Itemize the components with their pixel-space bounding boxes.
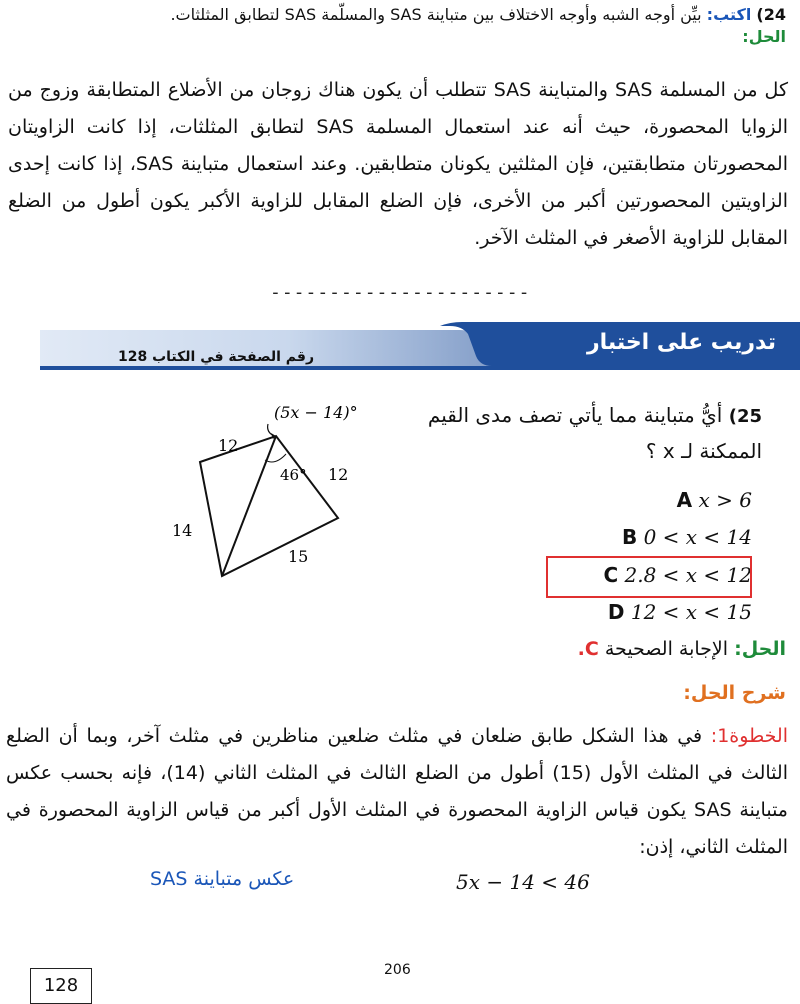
selected-option-highlight [546, 556, 752, 598]
option-math: 12 < x < 15 [630, 600, 752, 624]
question-text: أيُّ متباينة مما يأتي تصف مدى القيم الممكنة لـ x ؟ [427, 403, 762, 463]
answer-text: الإجابة الصحيحة [604, 638, 729, 660]
question-25 [382, 398, 762, 468]
step-text: في هذا الشكل طابق ضلعان في مثلث ضلعين مناظرين في مثلث آخر، وبما أن الضلع الثالث في المثلث الأول (15) أطول من الضلع الثالث في المثلث الثاني (14)، فإنه بحسب عكس متباينة SAS يكون قياس الزاوية المحصورة في المثلث الأول أكبر من قياس الزاوية المحصورة في المثلث الثاني، إذن: [6, 725, 788, 858]
question-number: 24) [756, 5, 786, 24]
angle2-label: 46° [280, 466, 307, 484]
book-page-box: 128 [30, 968, 92, 1004]
option-letter: A [676, 488, 693, 512]
answer-label: الحل: [734, 638, 786, 660]
side-left-label: 14 [172, 521, 193, 540]
quadrilateral-outline [200, 436, 338, 576]
banner-page-ref: رقم الصفحة في الكتاب 128 [118, 349, 315, 365]
page-number: 206 [384, 962, 411, 978]
quadrilateral-figure [150, 396, 390, 586]
side-right-label: 12 [328, 465, 349, 484]
option-letter: D [607, 600, 625, 624]
answer-line [578, 638, 786, 660]
inequality: 5x − 14 < 46 [456, 870, 590, 894]
question-number: 25) [728, 406, 762, 427]
option-letter: C [603, 563, 619, 587]
angle-label: (5x − 14)° [274, 403, 358, 422]
question-text: بيِّن أوجه الشبه وأوجه الاختلاف بين متباينة SAS والمسلّمة SAS لتطابق المثلثات. [170, 5, 702, 24]
q24-answer-paragraph: كل من المسلمة SAS والمتباينة SAS تتطلب أن يكون هناك زوجان من الأضلاع المتطابقة وزوج من الزوايا المحصورة، حيث أنه عند استعمال المسلمة SAS لتطابق المثلثات، إذا كانت الزاويتان المحصورتان متطابقتين، فإن المثلثين يكونان متطابقين. وعند استعمال متباينة SAS، إذا كانت إحدى الزاويتين المحصورتين أكبر من الأخرى، فإن الضلع المقابل للزاوية الأكبر يكون أطول من الضلع المقابل للزاوية الأصغر في المثلث الآخر. [8, 79, 788, 249]
inequality-note: عكس متباينة SAS [150, 868, 295, 890]
answer-letter: C. [577, 638, 599, 660]
side-bottom-label: 15 [288, 547, 309, 566]
question-24 [6, 4, 786, 48]
step-label: الخطوة1: [710, 725, 788, 747]
option-a [663, 482, 752, 518]
explanation-title: شرح الحل: [683, 682, 786, 704]
option-letter: B [621, 525, 638, 549]
option-math: 2.8 < x < 12 [624, 563, 752, 587]
question-verb: اكتب: [706, 5, 752, 24]
diagonal [222, 436, 276, 576]
option-d [594, 594, 752, 630]
angle-arrow [268, 424, 274, 436]
option-math: x > 6 [698, 488, 752, 512]
side-top-label: 12 [218, 436, 239, 455]
option-b [608, 519, 752, 555]
divider: ---------------------- [270, 282, 531, 303]
option-math: 0 < x < 14 [643, 525, 752, 549]
solution-label: الحل: [742, 27, 786, 46]
banner-title: تدريب على اختبار [586, 330, 776, 355]
explanation-step-1 [6, 718, 788, 866]
